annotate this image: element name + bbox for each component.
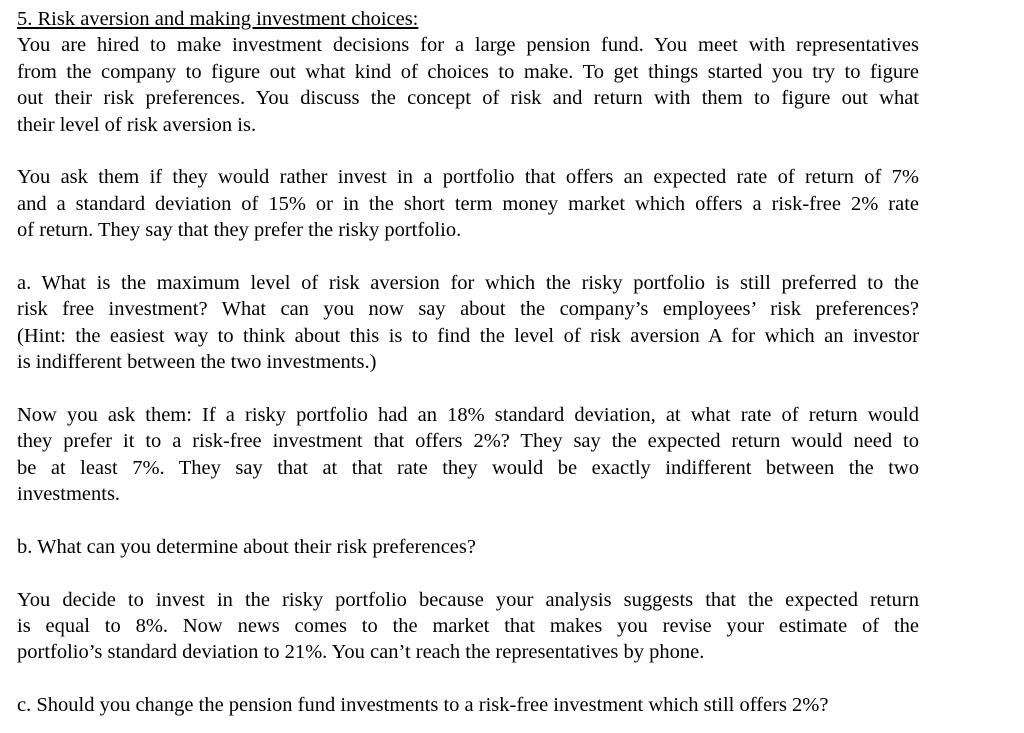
paragraph-line: portfolio’s standard deviation to 21%. You can’t reach the representatives by phone. <box>17 641 705 664</box>
paragraph-line: You decide to invest in the risky portfolio because your analysis suggests that the expected return <box>17 588 919 611</box>
paragraph-line: c. Should you change the pension fund investments to a risk-free investment which still offers 2%? <box>17 694 829 717</box>
paragraph-first-question <box>17 164 1024 243</box>
paragraph-line: from the company to figure out what kind of choices to make. To get things started you try to figure <box>17 60 919 83</box>
paragraph-spacer <box>17 244 1024 270</box>
paragraph-line: of return. They say that they prefer the risky portfolio. <box>17 219 462 242</box>
paragraph-spacer <box>17 138 1024 164</box>
paragraph-line: out their risk preferences. You discuss the concept of risk and return with them to figure out what <box>17 87 919 110</box>
paragraph-line: (Hint: the easiest way to think about this is to find the level of risk aversion A for which an investor <box>17 324 919 347</box>
question-c <box>17 692 1024 718</box>
section-heading: 5. Risk aversion and making investment choices: <box>17 8 419 30</box>
paragraph-line: is equal to 8%. Now news comes to the market that makes you revise your estimate of the <box>17 614 919 637</box>
paragraph-line: a. What is the maximum level of risk aversion for which the risky portfolio is still preferred to the <box>17 271 919 294</box>
paragraph-line: be at least 7%. They say that at that rate they would be exactly indifferent between the two <box>17 456 919 479</box>
question-a <box>17 270 1024 376</box>
paragraph-line: their level of risk aversion is. <box>17 113 257 136</box>
paragraph-line: they prefer it to a risk-free investment that offers 2%? They say the expected return would need to <box>17 430 919 453</box>
paragraph-line: You are hired to make investment decisions for a large pension fund. You meet with representatives <box>17 34 919 57</box>
paragraph-second-question <box>17 402 1024 508</box>
paragraph-line: You ask them if they would rather invest in a portfolio that offers an expected rate of return of 7% <box>17 166 919 189</box>
paragraph-spacer <box>17 560 1024 586</box>
paragraph-line: b. What can you determine about their risk preferences? <box>17 535 476 558</box>
paragraph-line: and a standard deviation of 15% or in the short term money market which offers a risk-free 2% rate <box>17 192 919 215</box>
paragraph-spacer <box>17 375 1024 401</box>
paragraph-line: risk free investment? What can you now say about the company’s employees’ risk preferences? <box>17 298 919 321</box>
question-b <box>17 534 1024 560</box>
paragraph-investment-update <box>17 587 1024 666</box>
paragraph-line: Now you ask them: If a risky portfolio had an 18% standard deviation, at what rate of return would <box>17 403 919 426</box>
paragraph-intro <box>17 32 1024 138</box>
paragraph-spacer <box>17 507 1024 533</box>
paragraph-spacer <box>17 666 1024 692</box>
paragraph-line: is indifferent between the two investments.) <box>17 351 377 374</box>
paragraph-line: investments. <box>17 483 121 506</box>
